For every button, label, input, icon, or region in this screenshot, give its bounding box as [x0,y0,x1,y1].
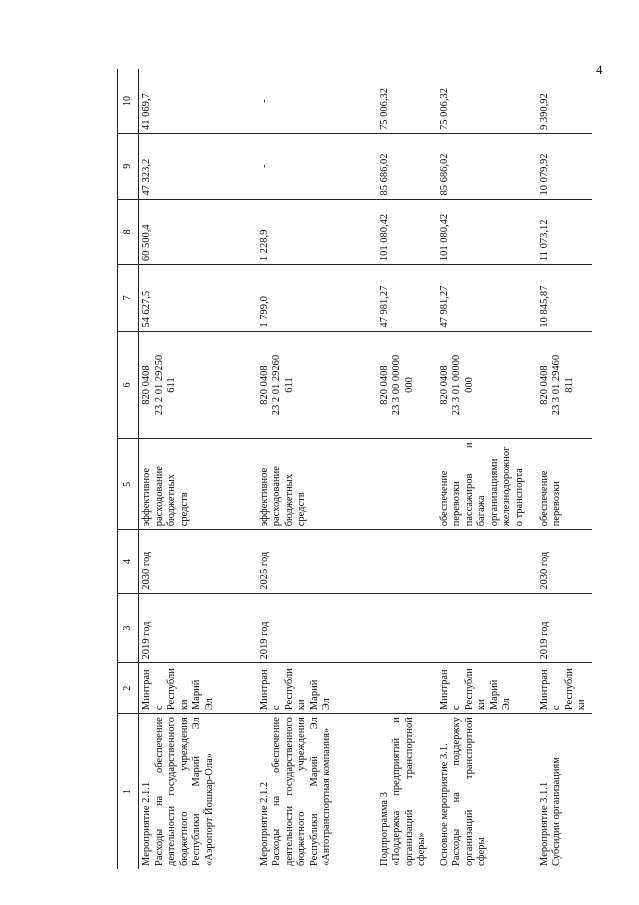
value-col-8: 1 228,9 [257,199,377,265]
table-row [139,69,257,869]
column-header: 6 [118,331,139,439]
expected-result: обеспечение перевозки [537,439,592,530]
expected-result: эффективное расходование бюджетных средств [139,439,257,530]
value-col-8: 60 500,4 [139,199,257,265]
value-col-7: 47 981,27 [437,265,537,332]
expected-result: эффективное расходование бюджетных средств [257,439,377,530]
executor: Минтранс Республики Марий Эл [437,663,537,714]
budget-code: 820 0408 23 3 00 00000 000 [377,331,437,439]
end-year [437,530,537,593]
expected-result [377,439,437,530]
table-body [139,69,592,869]
table-row [377,69,437,869]
rotated-table-wrapper [117,69,592,869]
table-row [437,69,537,869]
end-year: 2030 год [139,530,257,593]
value-col-7: 10 845,87 [537,265,592,332]
end-year: 2025 год [257,530,377,593]
value-col-10: 75 006,32 [437,69,537,134]
value-col-10: 75 006,32 [377,69,437,134]
value-col-9: 10 079,92 [537,134,592,200]
value-col-7: 47 981,27 [377,265,437,332]
table-header [118,69,139,869]
budget-code: 820 0408 23 3 01 29460 811 [537,331,592,439]
budget-code: 820 0408 23 2 01 29250 611 [139,331,257,439]
expected-result: обеспечение перевозки пассажиров и багажа организациями железнодорожного транспорта [437,439,537,530]
value-col-9: 85 686,02 [437,134,537,200]
start-year: 2019 год [139,593,257,663]
budget-code: 820 0408 23 3 01 00000 000 [437,331,537,439]
start-year: 2019 год [257,593,377,663]
value-col-9: - [257,134,377,200]
value-col-7: 1 799,0 [257,265,377,332]
executor [377,663,437,714]
measure-name: Мероприятие 2.1.2 Расходы на обеспечение деятельности государственного бюджетного учреждения Республики Марий Эл «Автотранспортная компания» [258,717,332,866]
value-col-7: 54 627,5 [139,265,257,332]
program-table [117,69,592,869]
budget-code: 820 0408 23 2 01 29260 611 [257,331,377,439]
measure-name: Основное мероприятие 3.1. Расходы на поддержку организаций транспортной сферы [438,717,487,866]
value-col-8: 11 073,12 [537,199,592,265]
column-header: 10 [118,69,139,134]
value-col-8: 101 080,42 [437,199,537,265]
start-year [377,593,437,663]
executor: Минтранс Республики Марий Эл [257,663,377,714]
page-number: 4 [596,62,603,77]
column-header: 3 [118,593,139,663]
column-header: 4 [118,530,139,593]
measure-name: Мероприятие 3.1.1 Субсидии организациям [538,757,562,866]
value-col-10: - [257,69,377,134]
table-row [257,69,377,869]
executor: Минтранс Республики Марий Эл [139,663,257,714]
value-col-9: 47 323,2 [139,134,257,200]
start-year [437,593,537,663]
column-header: 7 [118,265,139,332]
table-row [537,69,592,869]
column-header: 1 [118,714,139,869]
measure-name: Мероприятие 2.1.1 Расходы на обеспечение деятельности государственного бюджетного учреждения Республики Марий Эл «Аэропорт Йошкар-Ола» [141,717,215,866]
value-col-8: 101 080,42 [377,199,437,265]
value-col-9: 85 686,02 [377,134,437,200]
subprogram-name: Подпрограмма 3 «Поддержка предприятий и организаций транспортной сферы» [378,717,427,866]
column-header: 2 [118,663,139,714]
column-header: 8 [118,199,139,265]
executor: Минтранс Республики [537,663,592,714]
value-col-10: 41 069,7 [139,69,257,134]
column-header: 9 [118,134,139,200]
end-year [377,530,437,593]
start-year: 2019 год [537,593,592,663]
column-header: 5 [118,439,139,530]
value-col-10: 9 390,92 [537,69,592,134]
end-year: 2030 год [537,530,592,593]
